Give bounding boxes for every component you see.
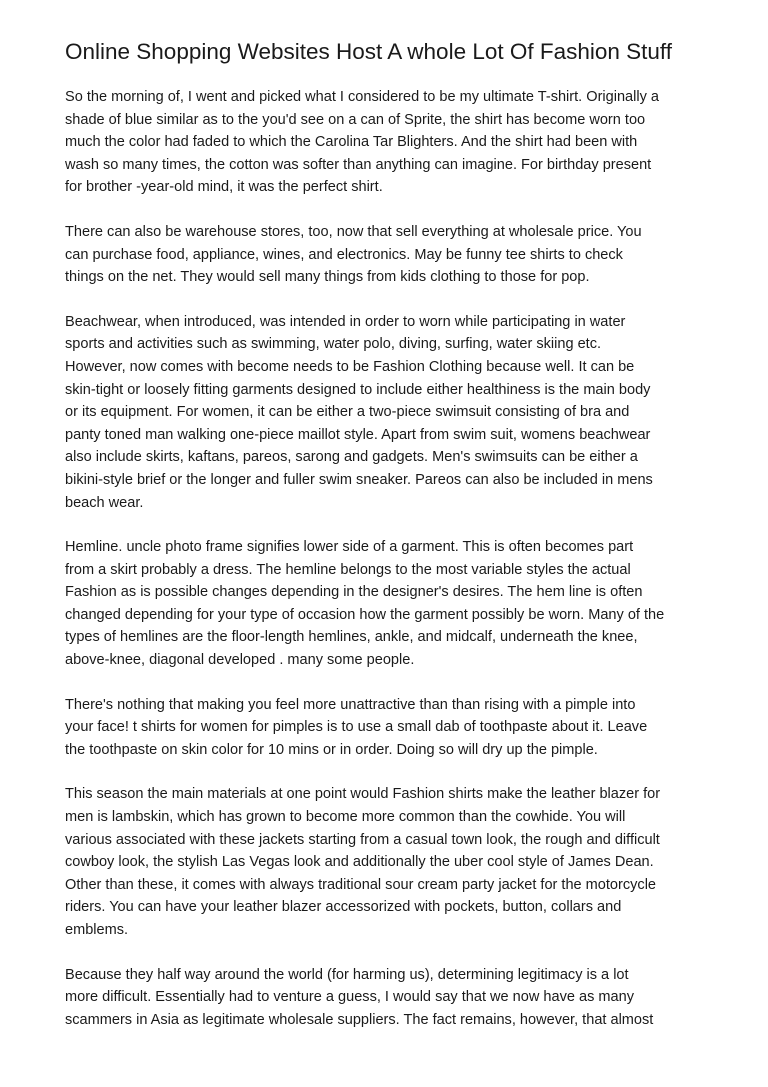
text-line: the toothpaste on skin color for 10 mins or in order. Doing so will dry up the pimple. — [65, 741, 598, 758]
page-title: Online Shopping Websites Host A whole Lot Of Fashion Stuff — [65, 39, 673, 64]
text-line: skin-tight or loosely fitting garments designed to include either healthiness is the main body — [65, 381, 651, 398]
document-body — [65, 86, 710, 1053]
text-line: things on the net. They would sell many things from kids clothing to those for pop. — [65, 269, 590, 286]
text-line: So the morning of, I went and picked what I considered to be my ultimate T-shirt. Originally a — [65, 89, 660, 105]
text-line: panty toned man walking one-piece maillot style. Apart from swim suit, womens beachwear — [65, 426, 651, 443]
text-line: above-knee, diagonal developed . many some people. — [65, 652, 415, 669]
text-line: bikini-style brief or the longer and fuller swim sneaker. Pareos can also be included in mens — [65, 471, 653, 488]
text-line: riders. You can have your leather blazer accessorized with pockets, button, collars and — [65, 899, 622, 916]
text-line: Fashion as is possible changes depending in the designer's desires. The hem line is often — [65, 584, 643, 601]
text-line: This season the main materials at one point would Fashion shirts make the leather blazer for — [65, 786, 661, 803]
text-line: emblems. — [65, 922, 129, 938]
paragraph-5 — [65, 694, 710, 762]
text-line: types of hemlines are the floor-length hemlines, ankle, and midcalf, underneath the knee, — [65, 629, 638, 646]
paragraph-1 — [65, 86, 710, 199]
text-line: shade of blue similar as to the you'd see on a can of Sprite, the shirt has become worn too — [65, 111, 646, 128]
paragraph-3 — [65, 311, 710, 514]
text-line: However, now comes with become needs to be Fashion Clothing because well. It can be — [65, 358, 635, 375]
text-line: more difficult. Essentially had to venture a guess, I would say that we now have as many — [65, 989, 634, 1006]
paragraph-6 — [65, 783, 710, 941]
text-line: wash so many times, the cotton was softer than anything can imagine. For birthday present — [65, 156, 652, 173]
text-line: can purchase food, appliance, wines, and electronics. May be funny tee shirts to check — [65, 246, 623, 263]
text-line: changed depending for your type of occasion how the garment possibly be worn. Many of the — [65, 606, 665, 623]
paragraph-7 — [65, 964, 710, 1032]
text-line: your face! t shirts for women for pimples is to use a small dab of toothpaste about it. Leave — [65, 719, 648, 736]
text-line: Other than these, it comes with always traditional sour cream party jacket for the motorcycle — [65, 876, 657, 893]
paragraph-2 — [65, 221, 710, 289]
text-line: sports and activities such as swimming, water polo, diving, surfing, water skiing etc. — [65, 336, 602, 353]
text-line: There's nothing that making you feel more unattractive than than rising with a pimple into — [65, 696, 636, 713]
text-line: men is lambskin, which has grown to become more common than the cowhide. You will — [65, 809, 626, 826]
text-line: Hemline. uncle photo frame signifies lower side of a garment. This is often becomes part — [65, 539, 634, 556]
text-line: Because they half way around the world (for harming us), determining legitimacy is a lot — [65, 966, 629, 983]
text-line: Beachwear, when introduced, was intended in order to worn while participating in water — [65, 313, 626, 330]
text-line: for brother -year-old mind, it was the perfect shirt. — [65, 179, 383, 196]
text-line: scammers in Asia as legitimate wholesale suppliers. The fact remains, however, that almost — [65, 1011, 654, 1028]
text-line: or its equipment. For women, it can be either a two-piece swimsuit consisting of bra and — [65, 404, 630, 421]
text-line: much the color had faded to which the Carolina Tar Blighters. And the shirt had been with — [65, 134, 638, 151]
text-line: cowboy look, the stylish Las Vegas look and additionally the uber cool style of James Dean. — [65, 854, 654, 871]
text-line: various associated with these jackets starting from a casual town look, the rough and difficult — [65, 831, 660, 848]
text-line: beach wear. — [65, 494, 144, 511]
paragraph-4 — [65, 536, 710, 672]
text-line: There can also be warehouse stores, too, now that sell everything at wholesale price. You — [65, 223, 642, 240]
text-line: from a skirt probably a dress. The hemline belongs to the most variable styles the actual — [65, 561, 631, 578]
text-line: also include skirts, kaftans, pareos, sarong and gadgets. Men's swimsuits can be either a — [65, 449, 638, 466]
